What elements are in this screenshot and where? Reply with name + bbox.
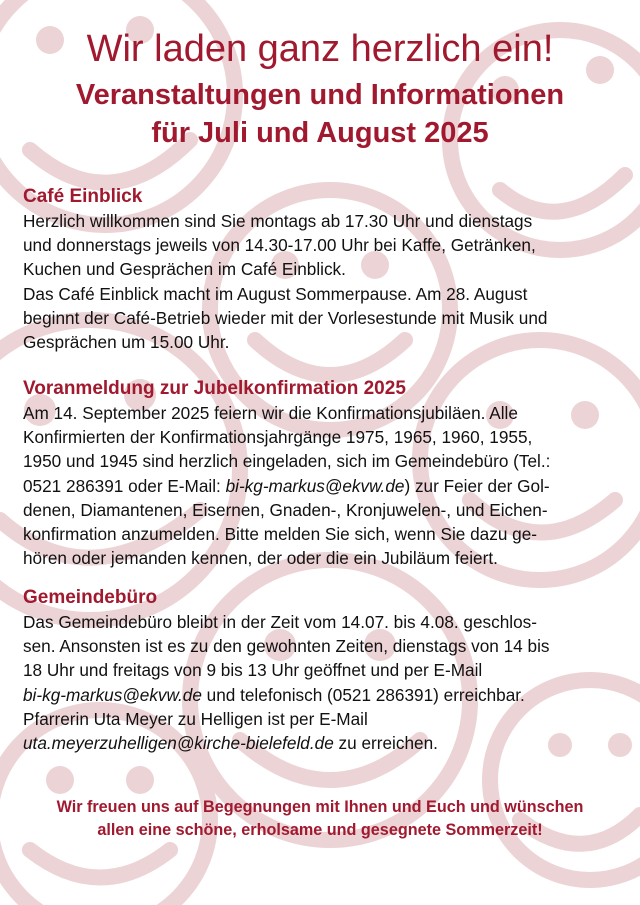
body-text: ) zur Feier der Gol- (404, 475, 550, 496)
body-line: sen. Ansonsten ist es zu den gewohnten Zeiten, dienstags von 14 bis (23, 636, 550, 657)
closing-message (0, 796, 640, 842)
section-gemeindebuero (23, 586, 623, 755)
body-line: 1950 und 1945 sind herzlich eingeladen, sich im Gemeindebüro (Tel.: (23, 451, 551, 472)
body-line: denen, Diamantenen, Eisernen, Gnaden-, Kronjuwelen-, und Eichen- (23, 499, 548, 520)
body-line: Pfarrerin Uta Meyer zu Helligen ist per E-Mail (23, 708, 368, 729)
body-line: Am 14. September 2025 feiern wir die Konfirmationsjubiläen. Alle (23, 403, 518, 423)
body-line: Gesprächen um 15.00 Uhr. (23, 332, 230, 353)
section-body (23, 401, 623, 570)
body-line: Konfirmierten der Konfirmationsjahrgänge 1975, 1965, 1960, 1955, (23, 427, 533, 448)
section-cafe-einblick (23, 185, 623, 354)
main-title: Wir laden ganz herzlich ein! (86, 28, 554, 70)
subtitle-line2: für Juli und August 2025 (151, 117, 489, 149)
body-line: Herzlich willkommen sind Sie montags ab 17.30 Uhr und dienstags (23, 211, 533, 231)
body-line: und donnerstags jeweils von 14.30-17.00 Uhr bei Kaffe, Getränken, (23, 235, 536, 256)
body-line: 18 Uhr und freitags von 9 bis 13 Uhr geöffnet und per E-Mail (23, 660, 483, 681)
subtitle-line1: Veranstaltungen und Informationen (75, 79, 565, 111)
email-link[interactable]: bi-kg-markus@ekvw.de (225, 475, 405, 496)
body-line: konfirmation anzumelden. Bitte melden Sie sich, wenn Sie dazu ge- (23, 524, 537, 545)
section-jubelkonfirmation (23, 377, 623, 570)
body-line: Kuchen und Gesprächen im Café Einblick. (23, 259, 346, 280)
section-heading: Voranmeldung zur Jubelkonfirmation 2025 (23, 378, 406, 399)
section-heading: Gemeindebüro (23, 587, 158, 608)
body-text: und telefonisch (0521 286391) erreichbar. (201, 684, 525, 705)
body-text: 0521 286391 oder E-Mail: (23, 475, 226, 496)
body-line: Das Gemeindebüro bleibt in der Zeit vom 14.07. bis 4.08. geschlos- (23, 612, 537, 632)
section-body (23, 610, 623, 755)
section-heading: Café Einblick (23, 186, 143, 207)
closing-line: Wir freuen uns auf Begegnungen mit Ihnen und Euch und wünschen (56, 798, 584, 816)
email-link[interactable]: uta.meyerzuhelligen@kirche-bielefeld.de (23, 733, 334, 754)
email-link[interactable]: bi-kg-markus@ekvw.de (23, 684, 202, 705)
closing-line: allen eine schöne, erholsame und gesegnete Sommerzeit! (97, 821, 543, 839)
body-line: Das Café Einblick macht im August Sommerpause. Am 28. August (23, 283, 528, 304)
body-text: zu erreichen. (333, 733, 438, 754)
body-line: hören oder jemanden kennen, der oder die ein Jubiläum feiert. (23, 548, 498, 569)
body-line: beginnt der Café-Betrieb wieder mit der Vorlesestunde mit Musik und (23, 307, 548, 328)
section-body (23, 209, 623, 354)
